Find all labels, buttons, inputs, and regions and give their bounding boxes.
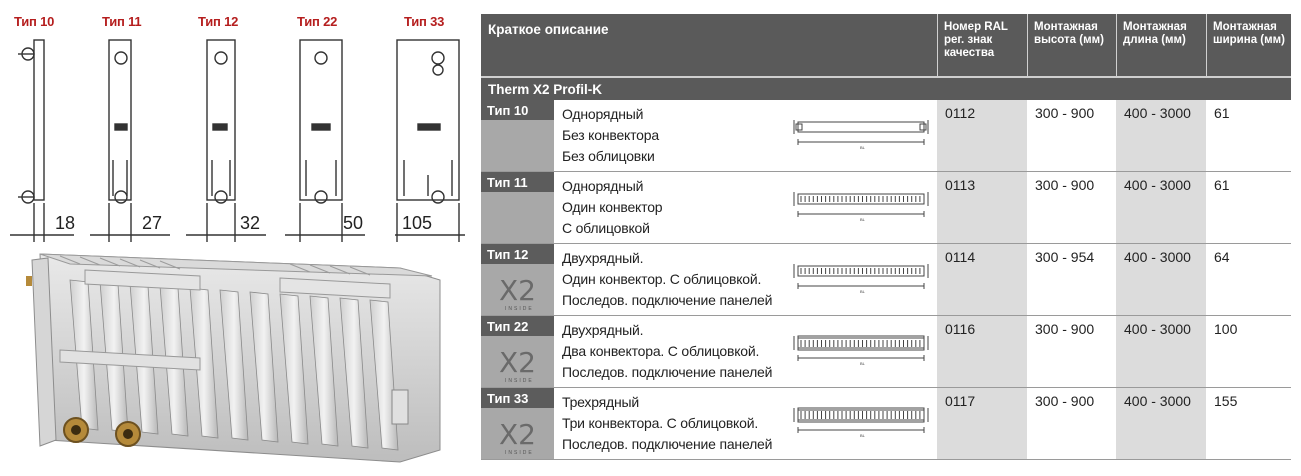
description-line: Трехрядный bbox=[562, 394, 640, 410]
x2-inside-logo bbox=[495, 346, 541, 384]
ral-cell: 0117 bbox=[937, 388, 1027, 459]
type-label: Тип 33 bbox=[481, 388, 554, 408]
length-cell: 400 - 3000 bbox=[1116, 172, 1206, 243]
description-line: Два конвектора. С облицовкой. bbox=[562, 343, 760, 359]
ral-cell: 0113 bbox=[937, 172, 1027, 243]
description-line: Последов. подключение панелей bbox=[562, 364, 773, 380]
length-cell: 400 - 3000 bbox=[1116, 100, 1206, 171]
ral-cell: 0116 bbox=[937, 316, 1027, 387]
description-line: С облицовкой bbox=[562, 220, 650, 236]
radiator-illustration bbox=[0, 240, 470, 476]
description-cell bbox=[554, 316, 784, 387]
header-length: Монтажная длина (мм) bbox=[1116, 14, 1206, 76]
description-line: Последов. подключение панелей bbox=[562, 436, 773, 452]
length-cell: 400 - 3000 bbox=[1116, 316, 1206, 387]
profile-title-12: Тип 12 bbox=[198, 14, 239, 29]
table-row bbox=[481, 100, 1291, 172]
section-drawing bbox=[784, 388, 937, 459]
description-line: Один конвектор bbox=[562, 199, 663, 215]
type-label: Тип 22 bbox=[481, 316, 554, 336]
profile-dim-22: 50 bbox=[343, 213, 364, 233]
width-cell: 64 bbox=[1206, 244, 1291, 315]
description-line: Однорядный bbox=[562, 106, 644, 122]
ral-cell: 0114 bbox=[937, 244, 1027, 315]
spec-table bbox=[481, 14, 1291, 462]
description-cell bbox=[554, 100, 784, 171]
description-line: Двухрядный. bbox=[562, 250, 644, 266]
x2-mark: X2 bbox=[499, 418, 536, 451]
product-line-header: Therm X2 Profil-K bbox=[481, 76, 1291, 100]
width-cell: 61 bbox=[1206, 172, 1291, 243]
svg-text:BL: BL bbox=[860, 361, 865, 366]
x2-mark: X2 bbox=[499, 346, 536, 379]
type-label: Тип 11 bbox=[481, 172, 554, 192]
description-line: Без облицовки bbox=[562, 148, 655, 164]
table-row bbox=[481, 172, 1291, 244]
section-drawing bbox=[784, 100, 937, 171]
svg-text:BL: BL bbox=[860, 433, 865, 438]
type-cell bbox=[481, 316, 554, 387]
width-cell: 100 bbox=[1206, 316, 1291, 387]
section-drawing bbox=[784, 172, 937, 243]
profile-title-11: Тип 11 bbox=[102, 14, 142, 29]
height-cell: 300 - 900 bbox=[1027, 388, 1116, 459]
x2-caption: INSIDE bbox=[505, 450, 534, 456]
type-label: Тип 12 bbox=[481, 244, 554, 264]
height-cell: 300 - 954 bbox=[1027, 244, 1116, 315]
description-line: Однорядный bbox=[562, 178, 644, 194]
svg-text:BL: BL bbox=[860, 145, 865, 150]
type-label: Тип 10 bbox=[481, 100, 554, 120]
description-line: Три конвектора. С облицовкой. bbox=[562, 415, 759, 431]
section-drawing bbox=[784, 316, 937, 387]
profile-dim-12: 32 bbox=[240, 213, 261, 233]
type-cell bbox=[481, 100, 554, 171]
header-description: Краткое описание bbox=[481, 14, 937, 76]
height-cell: 300 - 900 bbox=[1027, 316, 1116, 387]
length-cell: 400 - 3000 bbox=[1116, 388, 1206, 459]
header-ral: Номер RAL рег. знак качества bbox=[937, 14, 1027, 76]
x2-caption: INSIDE bbox=[505, 306, 534, 312]
height-cell: 300 - 900 bbox=[1027, 172, 1116, 243]
header-height: Монтажная высота (мм) bbox=[1027, 14, 1116, 76]
x2-inside-logo bbox=[495, 274, 541, 312]
width-cell: 155 bbox=[1206, 388, 1291, 459]
type-cell bbox=[481, 172, 554, 243]
description-line: Один конвектор. С облицовкой. bbox=[562, 271, 762, 287]
radiator-profiles bbox=[0, 0, 470, 250]
description-cell bbox=[554, 244, 784, 315]
svg-text:BL: BL bbox=[860, 217, 865, 222]
description-cell bbox=[554, 172, 784, 243]
type-cell bbox=[481, 244, 554, 315]
profile-dim-33: 105 bbox=[402, 213, 433, 233]
profile-title-10: Тип 10 bbox=[14, 14, 55, 29]
profile-dim-10: 18 bbox=[55, 213, 76, 233]
table-row bbox=[481, 244, 1291, 316]
description-line: Последов. подключение панелей bbox=[562, 292, 773, 308]
width-cell: 61 bbox=[1206, 100, 1291, 171]
section-drawing bbox=[784, 244, 937, 315]
profile-title-22: Тип 22 bbox=[297, 14, 338, 29]
description-cell bbox=[554, 388, 784, 459]
profile-dim-11: 27 bbox=[142, 213, 163, 233]
x2-mark: X2 bbox=[499, 274, 536, 307]
x2-caption: INSIDE bbox=[505, 378, 534, 384]
profile-title-33: Тип 33 bbox=[404, 14, 445, 29]
description-line: Без конвектора bbox=[562, 127, 659, 143]
length-cell: 400 - 3000 bbox=[1116, 244, 1206, 315]
x2-inside-logo bbox=[495, 418, 541, 456]
table-row bbox=[481, 388, 1291, 460]
height-cell: 300 - 900 bbox=[1027, 100, 1116, 171]
svg-text:BL: BL bbox=[860, 289, 865, 294]
type-cell bbox=[481, 388, 554, 459]
header-width: Монтажная ширина (мм) bbox=[1206, 14, 1291, 76]
description-line: Двухрядный. bbox=[562, 322, 644, 338]
ral-cell: 0112 bbox=[937, 100, 1027, 171]
table-row bbox=[481, 316, 1291, 388]
